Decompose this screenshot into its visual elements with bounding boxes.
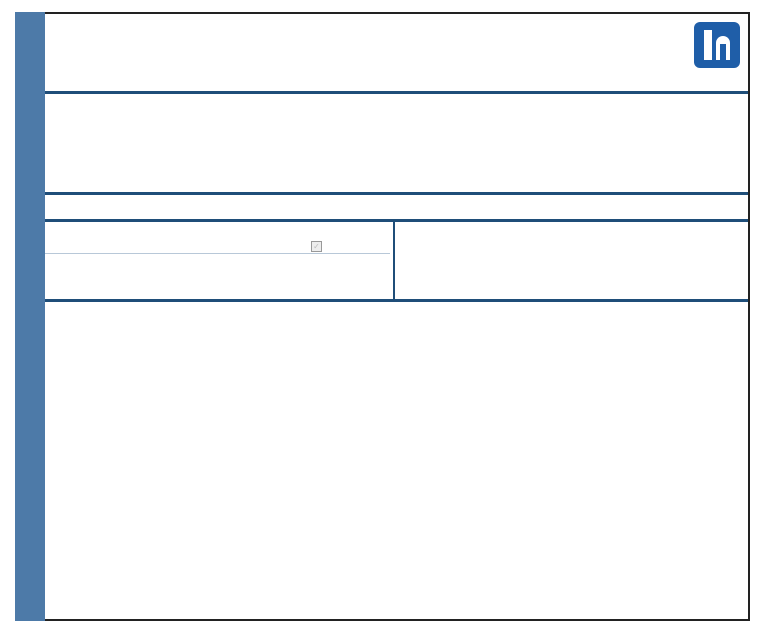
impuestos-logo-icon <box>694 22 740 68</box>
divider <box>45 192 748 195</box>
divider <box>45 299 748 302</box>
vertical-divider <box>393 219 395 299</box>
sidebar <box>15 12 45 621</box>
ddjj-original-checkbox[interactable]: ✓ <box>311 241 322 252</box>
ddjj-original-row <box>45 239 390 254</box>
form-header <box>45 14 748 94</box>
form-container <box>45 12 750 621</box>
divider <box>45 219 748 222</box>
